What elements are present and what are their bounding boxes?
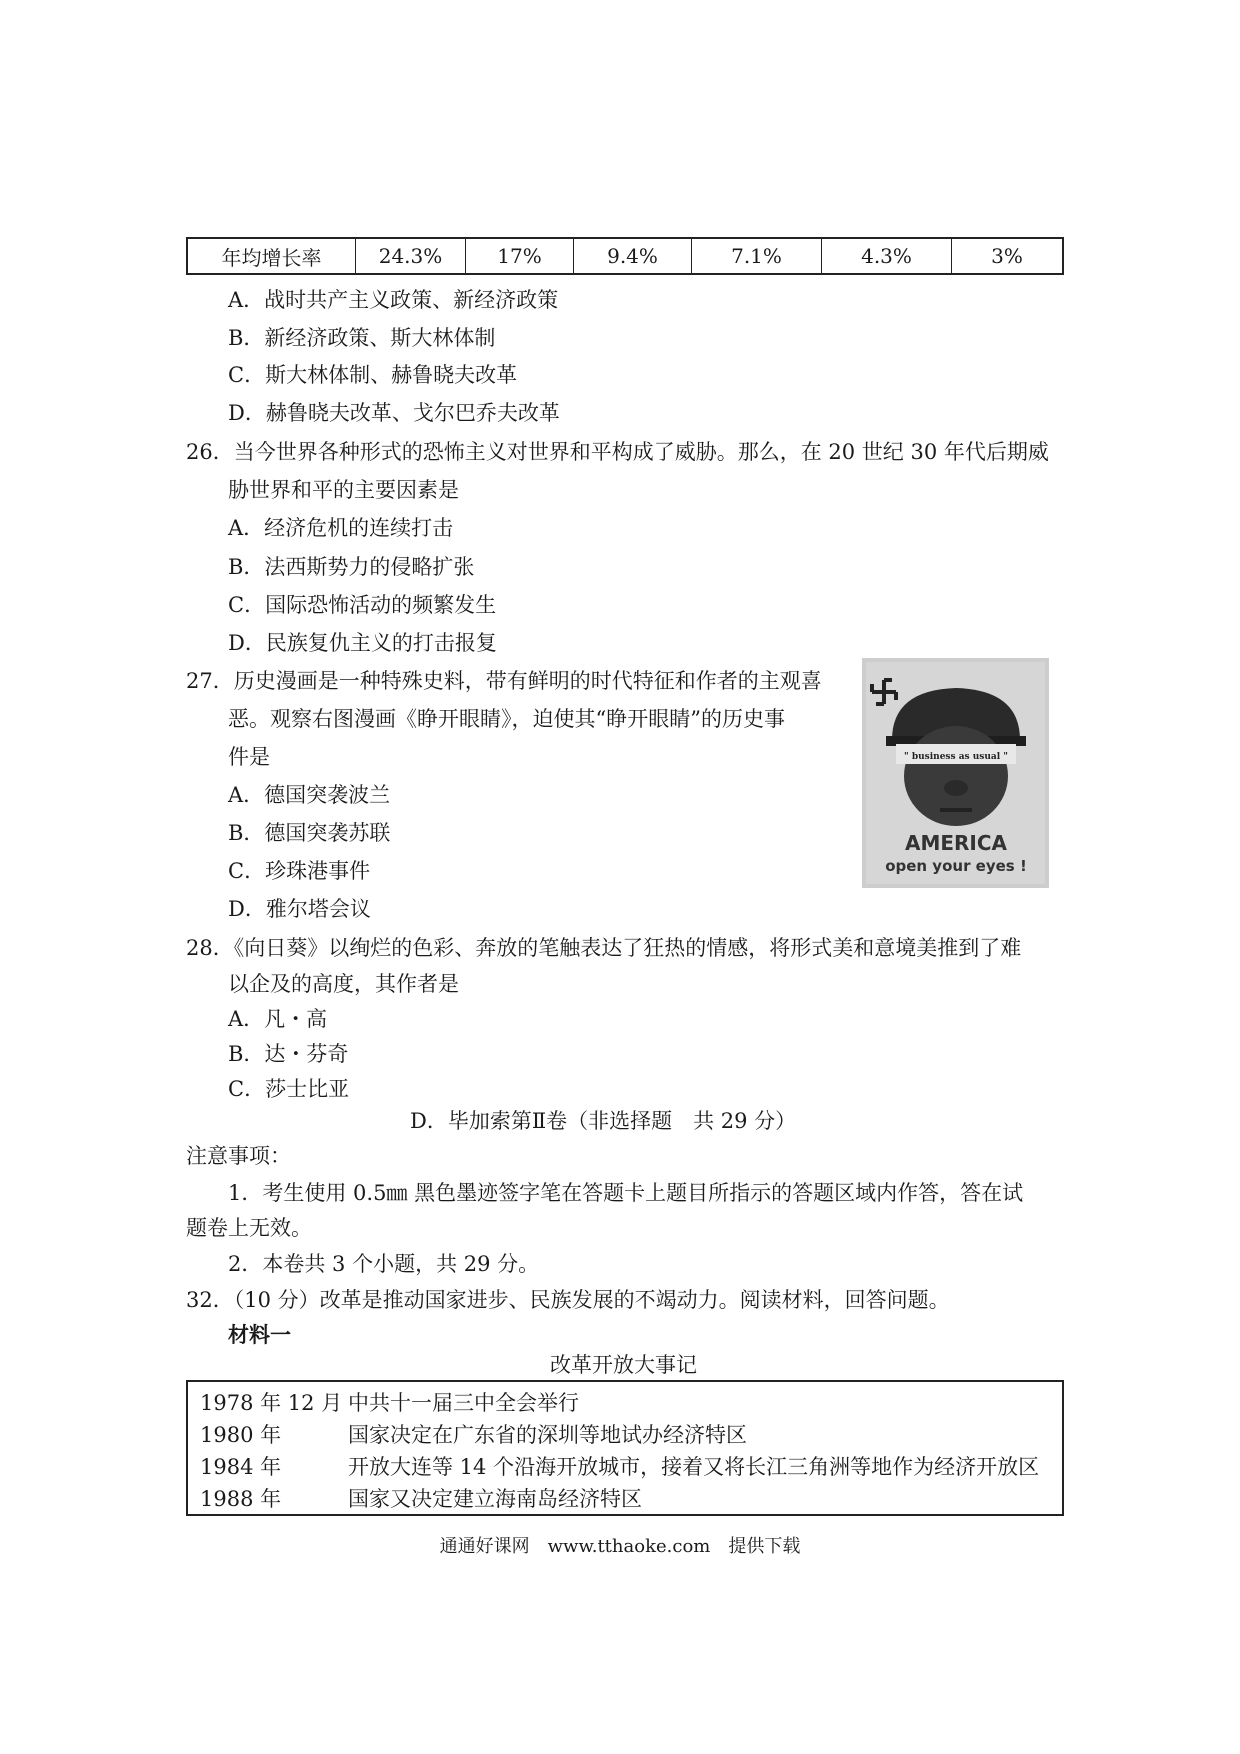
q27-option-c: C．珍珠港事件 xyxy=(228,859,371,883)
q28-stem: 28．《向日葵》以绚烂的色彩、奔放的笔触表达了狂热的情感，将形式美和意境美推到了难 xyxy=(186,936,1022,960)
q27-option-d: D．雅尔塔会议 xyxy=(228,897,371,921)
q28-option-d-section-heading: D．毕加索第Ⅱ卷（非选择题 共 29 分） xyxy=(410,1109,797,1133)
q26-stem-cont: 胁世界和平的主要因素是 xyxy=(228,478,459,502)
growth-value: 3% xyxy=(991,244,1023,268)
table-row xyxy=(188,1418,1062,1450)
reform-events-table xyxy=(186,1380,1064,1516)
growth-value: 9.4% xyxy=(574,239,692,273)
event-year: 1978 年 12 月 xyxy=(200,1391,343,1415)
growth-rate-table xyxy=(186,237,1064,275)
q25-option-a: A．战时共产主义政策、新经济政策 xyxy=(228,288,559,312)
q26-option-b: B．法西斯势力的侵略扩张 xyxy=(228,555,475,579)
q25-option-b: B．新经济政策、斯大林体制 xyxy=(228,326,496,350)
event-description: 国家又决定建立海南岛经济特区 xyxy=(348,1487,642,1511)
q26-option-c: C．国际恐怖活动的频繁发生 xyxy=(228,593,497,617)
q27-stem-cont: 恶。观察右图漫画《睁开眼睛》，迫使其“睁开眼睛”的历史事 xyxy=(228,707,785,731)
notes-heading: 注意事项： xyxy=(186,1144,291,1168)
q27-option-a: A．德国突袭波兰 xyxy=(228,783,391,807)
q28-option-c: C．莎士比亚 xyxy=(228,1077,350,1101)
table-row xyxy=(188,1386,1062,1418)
q25-option-c: C．斯大林体制、赫鲁晓夫改革 xyxy=(228,363,518,387)
notes-item-1-cont: 题卷上无效。 xyxy=(186,1216,312,1240)
event-description: 国家决定在广东省的深圳等地试办经济特区 xyxy=(348,1423,747,1447)
page-footer: 通通好课网 www.tthaoke.com 提供下载 xyxy=(439,1536,801,1557)
notes-item-1: 1．考生使用 0.5㎜ 黑色墨迹签字笔在答题卡上题目所指示的答题区域内作答，答在试 xyxy=(228,1181,1024,1205)
q26-option-a: A．经济危机的连续打击 xyxy=(228,516,454,540)
event-year: 1980 年 xyxy=(200,1423,282,1447)
cartoon-illustration xyxy=(862,658,1049,888)
q25-option-d: D．赫鲁晓夫改革、戈尔巴乔夫改革 xyxy=(228,401,560,425)
q28-stem-cont: 以企及的高度，其作者是 xyxy=(228,972,459,996)
growth-value: 4.3% xyxy=(822,239,952,273)
event-year: 1984 年 xyxy=(200,1455,282,1479)
growth-value: 24.3% xyxy=(356,239,466,273)
cartoon-subtitle-text: open your eyes ! xyxy=(885,857,1027,875)
q27-option-b: B．德国突袭苏联 xyxy=(228,821,391,845)
cartoon-open-your-eyes xyxy=(862,658,1049,888)
table-row xyxy=(188,1450,1062,1482)
material-label: 材料一 xyxy=(228,1322,291,1347)
event-description: 中共十一届三中全会举行 xyxy=(348,1391,579,1415)
cartoon-banner-text: " business as usual " xyxy=(904,752,1008,762)
cartoon-title-text: AMERICA xyxy=(904,831,1008,855)
q32-stem: 32．（10 分）改革是推动国家进步、民族发展的不竭动力。阅读材料，回答问题。 xyxy=(186,1288,950,1312)
event-description: 开放大连等 14 个沿海开放城市，接着又将长江三角洲等地作为经济开放区 xyxy=(348,1455,1040,1479)
events-table-title: 改革开放大事记 xyxy=(550,1353,697,1377)
growth-value: 7.1% xyxy=(692,239,822,273)
growth-row-label: 年均增长率 xyxy=(188,239,356,273)
q28-option-b: B．达・芬奇 xyxy=(228,1042,349,1066)
q27-stem-cont2: 件是 xyxy=(228,745,270,769)
table-row xyxy=(188,1482,1062,1514)
event-year: 1988 年 xyxy=(200,1487,282,1511)
q26-option-d: D．民族复仇主义的打击报复 xyxy=(228,631,497,655)
q27-stem: 27．历史漫画是一种特殊史料，带有鲜明的时代特征和作者的主观喜 xyxy=(186,669,822,693)
notes-item-2: 2．本卷共 3 个小题，共 29 分。 xyxy=(228,1252,540,1276)
growth-value: 17% xyxy=(466,239,574,273)
q26-stem: 26．当今世界各种形式的恐怖主义对世界和平构成了威胁。那么，在 20 世纪 30 年代后期威 xyxy=(186,440,1049,464)
q28-option-a: A．凡・高 xyxy=(228,1007,328,1031)
